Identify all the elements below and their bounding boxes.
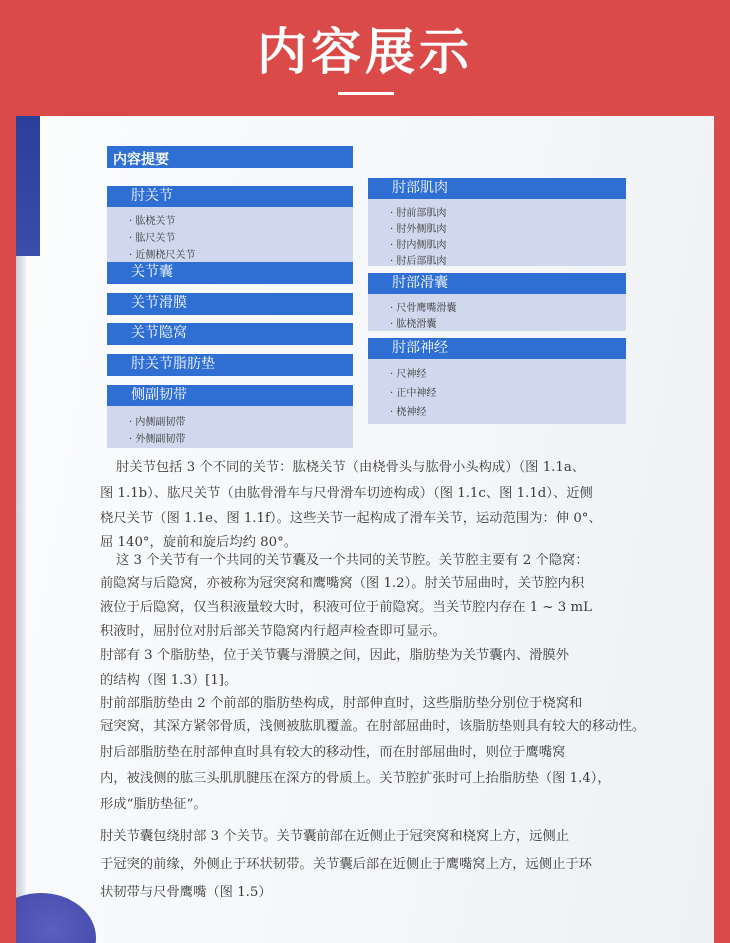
body-line: 桡尺关节（图 1.1e、图 1.1f）。这些关节一起构成了滑车关节，运动范围为：伸 0°、: [100, 511, 602, 526]
body-line: 内，被浅侧的肱三头肌肌腱压在深方的骨质上。关节腔扩张时可上抬脂肪垫（图 1.4），: [100, 771, 611, 786]
body-line: 肘前部脂肪垫由 2 个前部的脂肪垫构成，肘部伸直时，这些脂肪垫分别位于桡窝和: [100, 696, 583, 711]
body-line: 冠突窝，其深方紧邻骨质，浅侧被肱肌覆盖。在肘部屈曲时，该脂肪垫则具有较大的移动性。: [100, 719, 646, 734]
outline-section-title: 肘部滑囊: [368, 273, 626, 294]
body-line: 这 3 个关节有一个共同的关节囊及一个共同的关节腔。关节腔主要有 2 个隐窝：: [116, 553, 589, 568]
outline-section: [107, 293, 353, 315]
outline-item: · 桡神经: [390, 407, 427, 418]
corner-decoration: [16, 893, 96, 943]
outline-section: [107, 186, 353, 262]
outline-section: [368, 273, 626, 331]
body-line: 于冠突的前缘，外侧止于环状韧带。关节囊后部在近侧止于鹰嘴窝上方，远侧止于环: [100, 857, 592, 872]
book-photo: [16, 116, 714, 943]
body-line: 肘后部脂肪垫在肘部伸直时具有较大的移动性，而在肘部屈曲时，则位于鹰嘴窝: [100, 745, 566, 760]
outline-section-title: 关节隐窝: [107, 323, 353, 345]
outline-header: [107, 146, 353, 168]
outline-section: [107, 354, 353, 376]
outline-section-title: 关节滑膜: [107, 293, 353, 315]
outline-section-title: 肘部神经: [368, 338, 626, 359]
outline-item: · 肱桡关节: [129, 216, 176, 227]
outline-section: [107, 262, 353, 284]
outline-section-title: 肘关节脂肪垫: [107, 354, 353, 376]
outline-item: · 肘内侧肌肉: [390, 240, 447, 251]
body-line: 肘关节囊包绕肘部 3 个关节。关节囊前部在近侧止于冠突窝和桡窝上方，远侧止: [100, 829, 570, 844]
outline-item: · 外侧副韧带: [129, 434, 186, 445]
outline-item: · 内侧副韧带: [129, 417, 186, 428]
outline-item: · 肱尺关节: [129, 233, 176, 244]
body-line: 积液时，屈肘位对肘后部关节隐窝内行超声检查即可显示。: [100, 624, 446, 639]
outline-section-title: 关节囊: [107, 262, 353, 284]
outline-section-title: 侧副韧带: [107, 385, 353, 406]
outline-item: · 肘后部肌肉: [390, 256, 447, 267]
body-line: 前隐窝与后隐窝，亦被称为冠突窝和鹰嘴窝（图 1.2）。肘关节屈曲时，关节腔内积: [100, 576, 585, 591]
outline-header-label: 内容提要: [113, 152, 169, 168]
outline-item: · 尺骨鹰嘴滑囊: [390, 303, 457, 314]
outline-section: [368, 178, 626, 266]
body-line: 肘部有 3 个脂肪垫，位于关节囊与滑膜之间，因此，脂肪垫为关节囊内、滑膜外: [100, 648, 570, 663]
outline-section-title: 肘部肌肉: [368, 178, 626, 199]
outline-section-title: 肘关节: [107, 186, 353, 207]
body-line: 图 1.1b）、肱尺关节（由肱骨滑车与尺骨滑车切迹构成）（图 1.1c、图 1.1d）、近侧: [100, 486, 593, 501]
banner-title: 内容展示: [257, 23, 473, 81]
banner-divider: [338, 92, 394, 95]
outline-item: · 肘前部肌肉: [390, 208, 447, 219]
book-spine: [16, 116, 40, 256]
body-line: 液位于后隐窝，仅当积液量较大时，积液可位于前隐窝。当关节腔内存在 1 ~ 3 mL: [100, 600, 592, 615]
outline-item: · 正中神经: [390, 388, 437, 399]
page-edge: [16, 256, 26, 943]
outline-item: · 近侧桡尺关节: [129, 250, 196, 261]
body-line: 形成“脂肪垫征”。: [100, 797, 207, 812]
outline-section: [107, 385, 353, 448]
outline-item: · 尺神经: [390, 369, 427, 380]
outline-section: [107, 323, 353, 345]
outline-item: · 肘外侧肌肉: [390, 224, 447, 235]
body-line: 屈 140°，旋前和旋后均约 80°。: [100, 535, 298, 550]
body-line: 的结构（图 1.3）[1]。: [100, 673, 238, 688]
body-line: 肘关节包括 3 个不同的关节：肱桡关节（由桡骨头与肱骨小头构成）（图 1.1a、: [116, 460, 586, 475]
outline-item: · 肱桡滑囊: [390, 319, 437, 330]
outline-section: [368, 338, 626, 424]
body-line: 状韧带与尺骨鹰嘴（图 1.5）: [100, 885, 272, 900]
